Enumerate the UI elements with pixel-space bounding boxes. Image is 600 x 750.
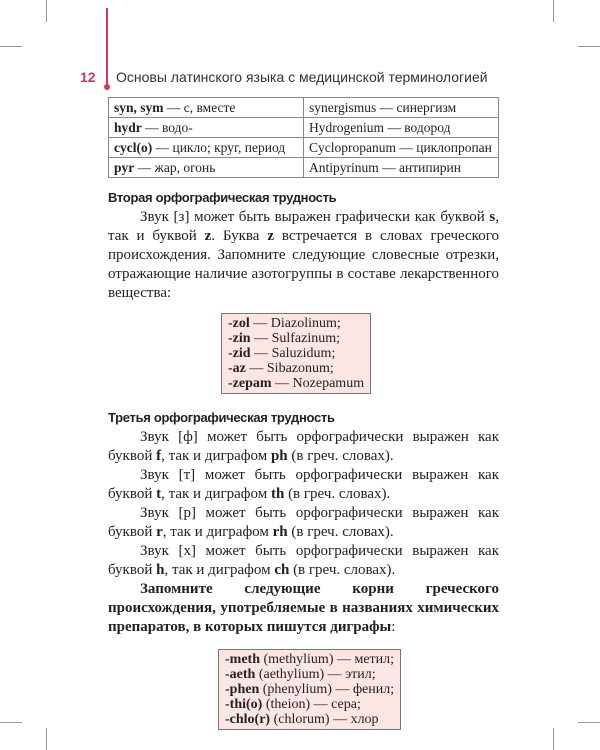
- text: , так и диграфом: [164, 562, 275, 578]
- crop-mark: [46, 728, 47, 750]
- text: — Diazolinum;: [249, 316, 341, 331]
- text: :: [391, 619, 396, 635]
- text: Звук [з] может быть выражен графически как буквой: [140, 209, 490, 225]
- table-cell: synergismus — синергизм: [304, 98, 499, 118]
- digraph-roots-box: [218, 649, 401, 730]
- table-cell: Antipyrinum — антипирин: [304, 158, 499, 178]
- text: (aethylium) — этил;: [255, 667, 376, 682]
- page-number: 12: [80, 69, 96, 85]
- table-row: [109, 118, 499, 138]
- meaning: — цикло; круг, период: [152, 140, 286, 155]
- text: (в греч. словах).: [289, 562, 396, 578]
- root: pyr: [114, 160, 135, 175]
- text: , так и буквой: [108, 209, 499, 244]
- text: (theion) — сера;: [262, 697, 361, 712]
- text: (в греч. словах).: [287, 524, 394, 540]
- table-cell: [109, 98, 304, 118]
- text: — Saluzidum;: [250, 346, 336, 361]
- text: Звук [х] может быть орфографически выражен как буквой: [108, 543, 499, 578]
- text: встречается в словах греческого происхождения. Запомните следующие словесные отрезки, отражающие наличие азотогруппы в составе лекарственного вещества:: [108, 228, 499, 301]
- text: . Буква: [211, 228, 268, 244]
- bold-text: -zin: [228, 331, 251, 346]
- box-line: [225, 712, 394, 727]
- paragraph: [108, 428, 499, 637]
- paragraph-text: [108, 504, 499, 542]
- box-line: [225, 682, 394, 697]
- bold-text: t: [156, 486, 162, 502]
- bold-text: Запомните следующие корни греческого происхождения, употребляемые в названиях химических препаратов, в которых пишутся диграфы: [108, 581, 499, 635]
- root: cycl(o): [114, 140, 153, 155]
- table-cell: Cyclopropanum — циклопропан: [304, 138, 499, 158]
- text: — Nozepamum: [271, 376, 365, 391]
- text: , так и диграфом: [162, 524, 273, 540]
- table-row: [109, 98, 499, 118]
- root: syn, sym: [114, 100, 164, 115]
- crop-mark: [0, 722, 22, 723]
- section-heading: Третья орфографическая трудность: [108, 410, 335, 425]
- text: Звук [р] может быть орфографически выражен как буквой: [108, 505, 499, 540]
- text: (в греч. словах).: [284, 486, 391, 502]
- table-row: [109, 138, 499, 158]
- running-title: Основы латинского языка с медицинской терминологией: [116, 69, 488, 85]
- bold-text: r: [156, 524, 163, 540]
- crop-mark: [46, 0, 47, 22]
- page-content: [108, 0, 499, 750]
- paragraph-text: [108, 428, 499, 466]
- crop-mark: [553, 728, 554, 750]
- bold-text: -meth: [225, 652, 260, 667]
- box-line: [228, 361, 364, 376]
- table-cell: [109, 138, 304, 158]
- meaning: — с, вместе: [163, 100, 236, 115]
- box-line: [228, 346, 364, 361]
- table-cell: [109, 158, 304, 178]
- crop-mark: [553, 0, 554, 22]
- bold-text: s: [489, 209, 496, 225]
- box-line: [225, 652, 394, 667]
- bold-text: z: [204, 228, 212, 244]
- paragraph-text: [108, 466, 499, 504]
- bold-text: z: [267, 228, 274, 244]
- bold-text: -zepam: [228, 376, 272, 391]
- bold-text: -phen: [225, 682, 260, 697]
- crop-mark: [578, 722, 600, 723]
- bold-text: ch: [274, 562, 290, 578]
- bold-text: h: [156, 562, 165, 578]
- paragraph: [108, 208, 499, 303]
- box-line: [228, 376, 364, 391]
- box-line: [228, 331, 364, 346]
- table-cell: Hydrogenium — водород: [304, 118, 499, 138]
- crop-mark: [0, 46, 22, 47]
- crop-mark: [578, 46, 600, 47]
- table-cell: [109, 118, 304, 138]
- text: Звук [т] может быть орфографически выражен как буквой: [108, 467, 499, 502]
- table-row: [109, 158, 499, 178]
- box-line: [225, 667, 394, 682]
- paragraph-text: [108, 208, 499, 303]
- section-heading: Вторая орфографическая трудность: [108, 190, 337, 205]
- text: (phenylium) — фенил;: [259, 682, 395, 697]
- box-line: [225, 697, 394, 712]
- bold-text: ph: [270, 448, 288, 464]
- box-line: [228, 316, 364, 331]
- text: , так и диграфом: [161, 486, 271, 502]
- text: — Sulfazinum;: [250, 331, 340, 346]
- bold-text: -thi(o): [225, 697, 263, 712]
- text: — Sibazonum;: [245, 361, 334, 376]
- bold-text: rh: [272, 524, 288, 540]
- bold-text: -az: [228, 361, 246, 376]
- paragraph-text: [108, 542, 499, 580]
- bold-text: f: [156, 448, 162, 464]
- text: Звук [ф] может быть орфографически выражен как буквой: [108, 429, 499, 464]
- meaning: — жар, огонь: [134, 160, 216, 175]
- roots-table: [108, 97, 499, 178]
- text: (chlorum) — хлор: [270, 712, 379, 727]
- bold-text: -zid: [228, 346, 251, 361]
- bold-text: -zol: [228, 316, 250, 331]
- bold-text: -aeth: [225, 667, 256, 682]
- text: , так и диграфом: [161, 448, 271, 464]
- bold-text: -chlo(r): [225, 712, 271, 727]
- text: (в греч. словах).: [287, 448, 394, 464]
- azo-groups-box: [221, 313, 371, 394]
- bold-text: th: [270, 486, 285, 502]
- text: (methylium) — метил;: [260, 652, 395, 667]
- meaning: — водо-: [141, 120, 193, 135]
- root: hydr: [114, 120, 142, 135]
- paragraph-text: [108, 580, 499, 637]
